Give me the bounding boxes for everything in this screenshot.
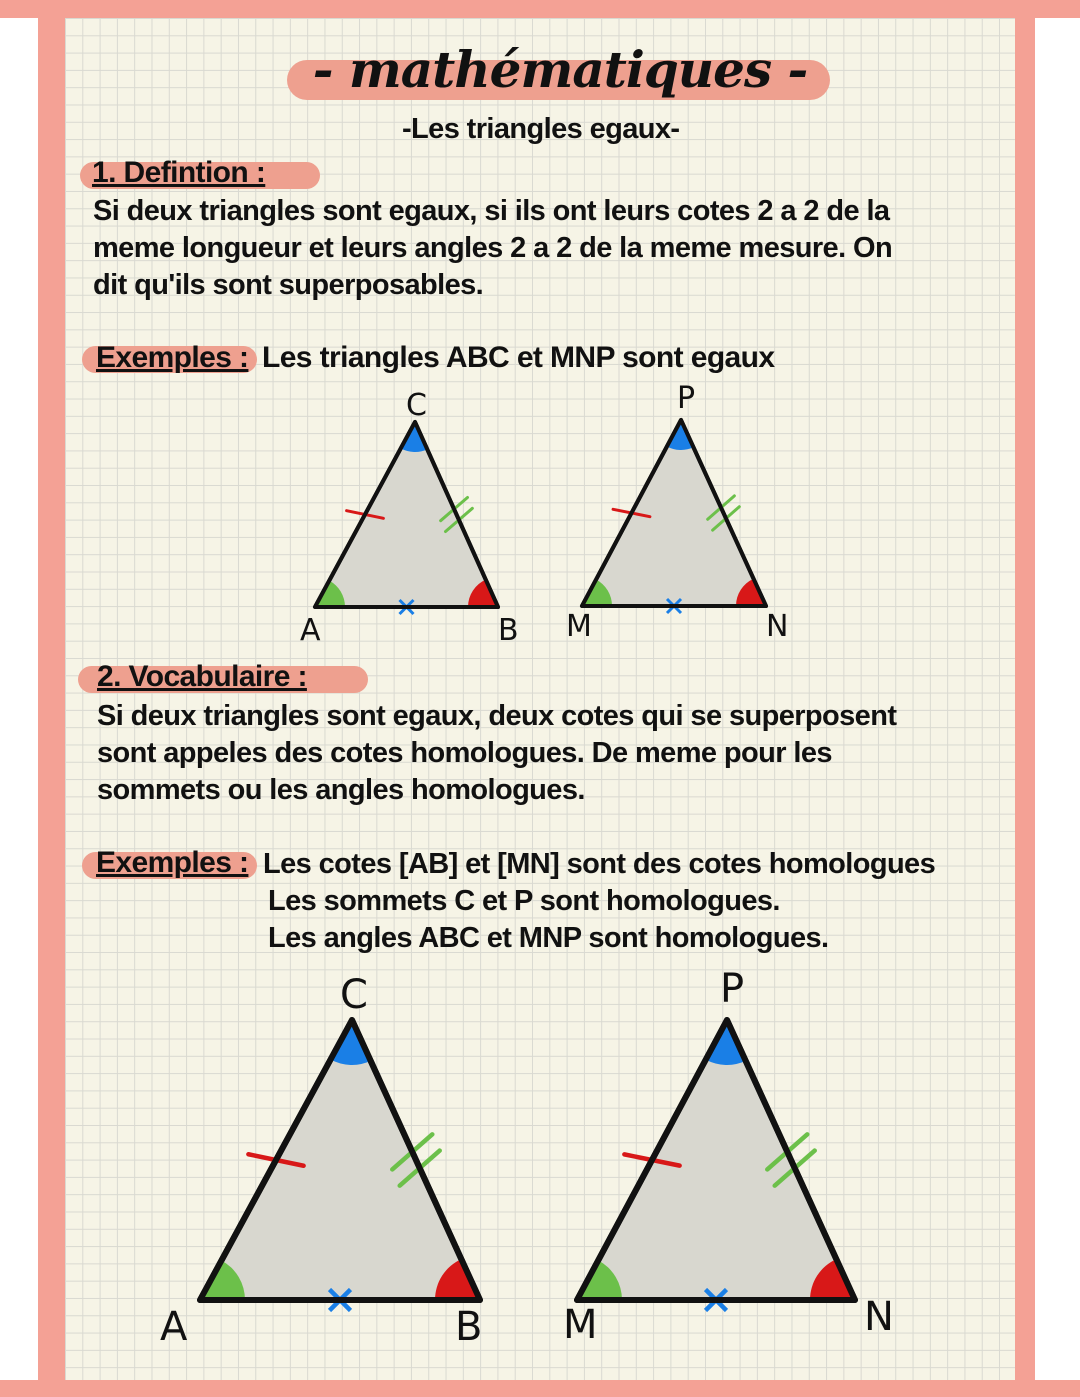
text-line: sommets ou les angles homologues. xyxy=(97,774,585,806)
vertex-label-a1: A xyxy=(300,613,321,648)
text-line: Les angles ABC et MNP sont homologues. xyxy=(268,922,829,954)
text-line: meme longueur et leurs angles 2 a 2 de la meme mesure. On xyxy=(93,232,893,264)
text-line: Les cotes [AB] et [MN] sont des cotes homologues xyxy=(263,848,936,880)
example1-label: Exemples : xyxy=(96,341,249,374)
vertex-label-b1: B xyxy=(498,613,519,648)
vertex-label-n2: N xyxy=(864,1294,894,1340)
text-line: Si deux triangles sont egaux, si ils ont leurs cotes 2 a 2 de la xyxy=(93,195,890,227)
vertex-label-p1: P xyxy=(677,381,696,416)
vertex-label-m2: M xyxy=(563,1302,598,1348)
example2-label: Exemples : xyxy=(96,846,249,879)
vertex-label-c2: C xyxy=(340,972,368,1018)
vertex-label-a2: A xyxy=(160,1304,188,1350)
text-line: Si deux triangles sont egaux, deux cotes qui se superposent xyxy=(97,700,897,732)
vertex-label-n1: N xyxy=(766,609,789,644)
page-subtitle: -Les triangles egaux- xyxy=(402,113,680,145)
vertex-label-p2: P xyxy=(720,966,745,1012)
vertex-label-b2: B xyxy=(455,1304,483,1350)
text-line: dit qu'ils sont superposables. xyxy=(93,269,484,301)
text-line: Les sommets C et P sont homologues. xyxy=(268,885,780,917)
text-line: sont appeles des cotes homologues. De meme pour les xyxy=(97,737,832,769)
section2-heading: 2. Vocabulaire : xyxy=(97,660,307,693)
page-title: - mathématiques - xyxy=(312,40,808,99)
example1-text: Les triangles ABC et MNP sont egaux xyxy=(262,341,775,374)
vertex-label-m1: M xyxy=(566,609,592,644)
section1-heading: 1. Defintion : xyxy=(92,156,266,189)
vertex-label-c1: C xyxy=(406,388,427,423)
